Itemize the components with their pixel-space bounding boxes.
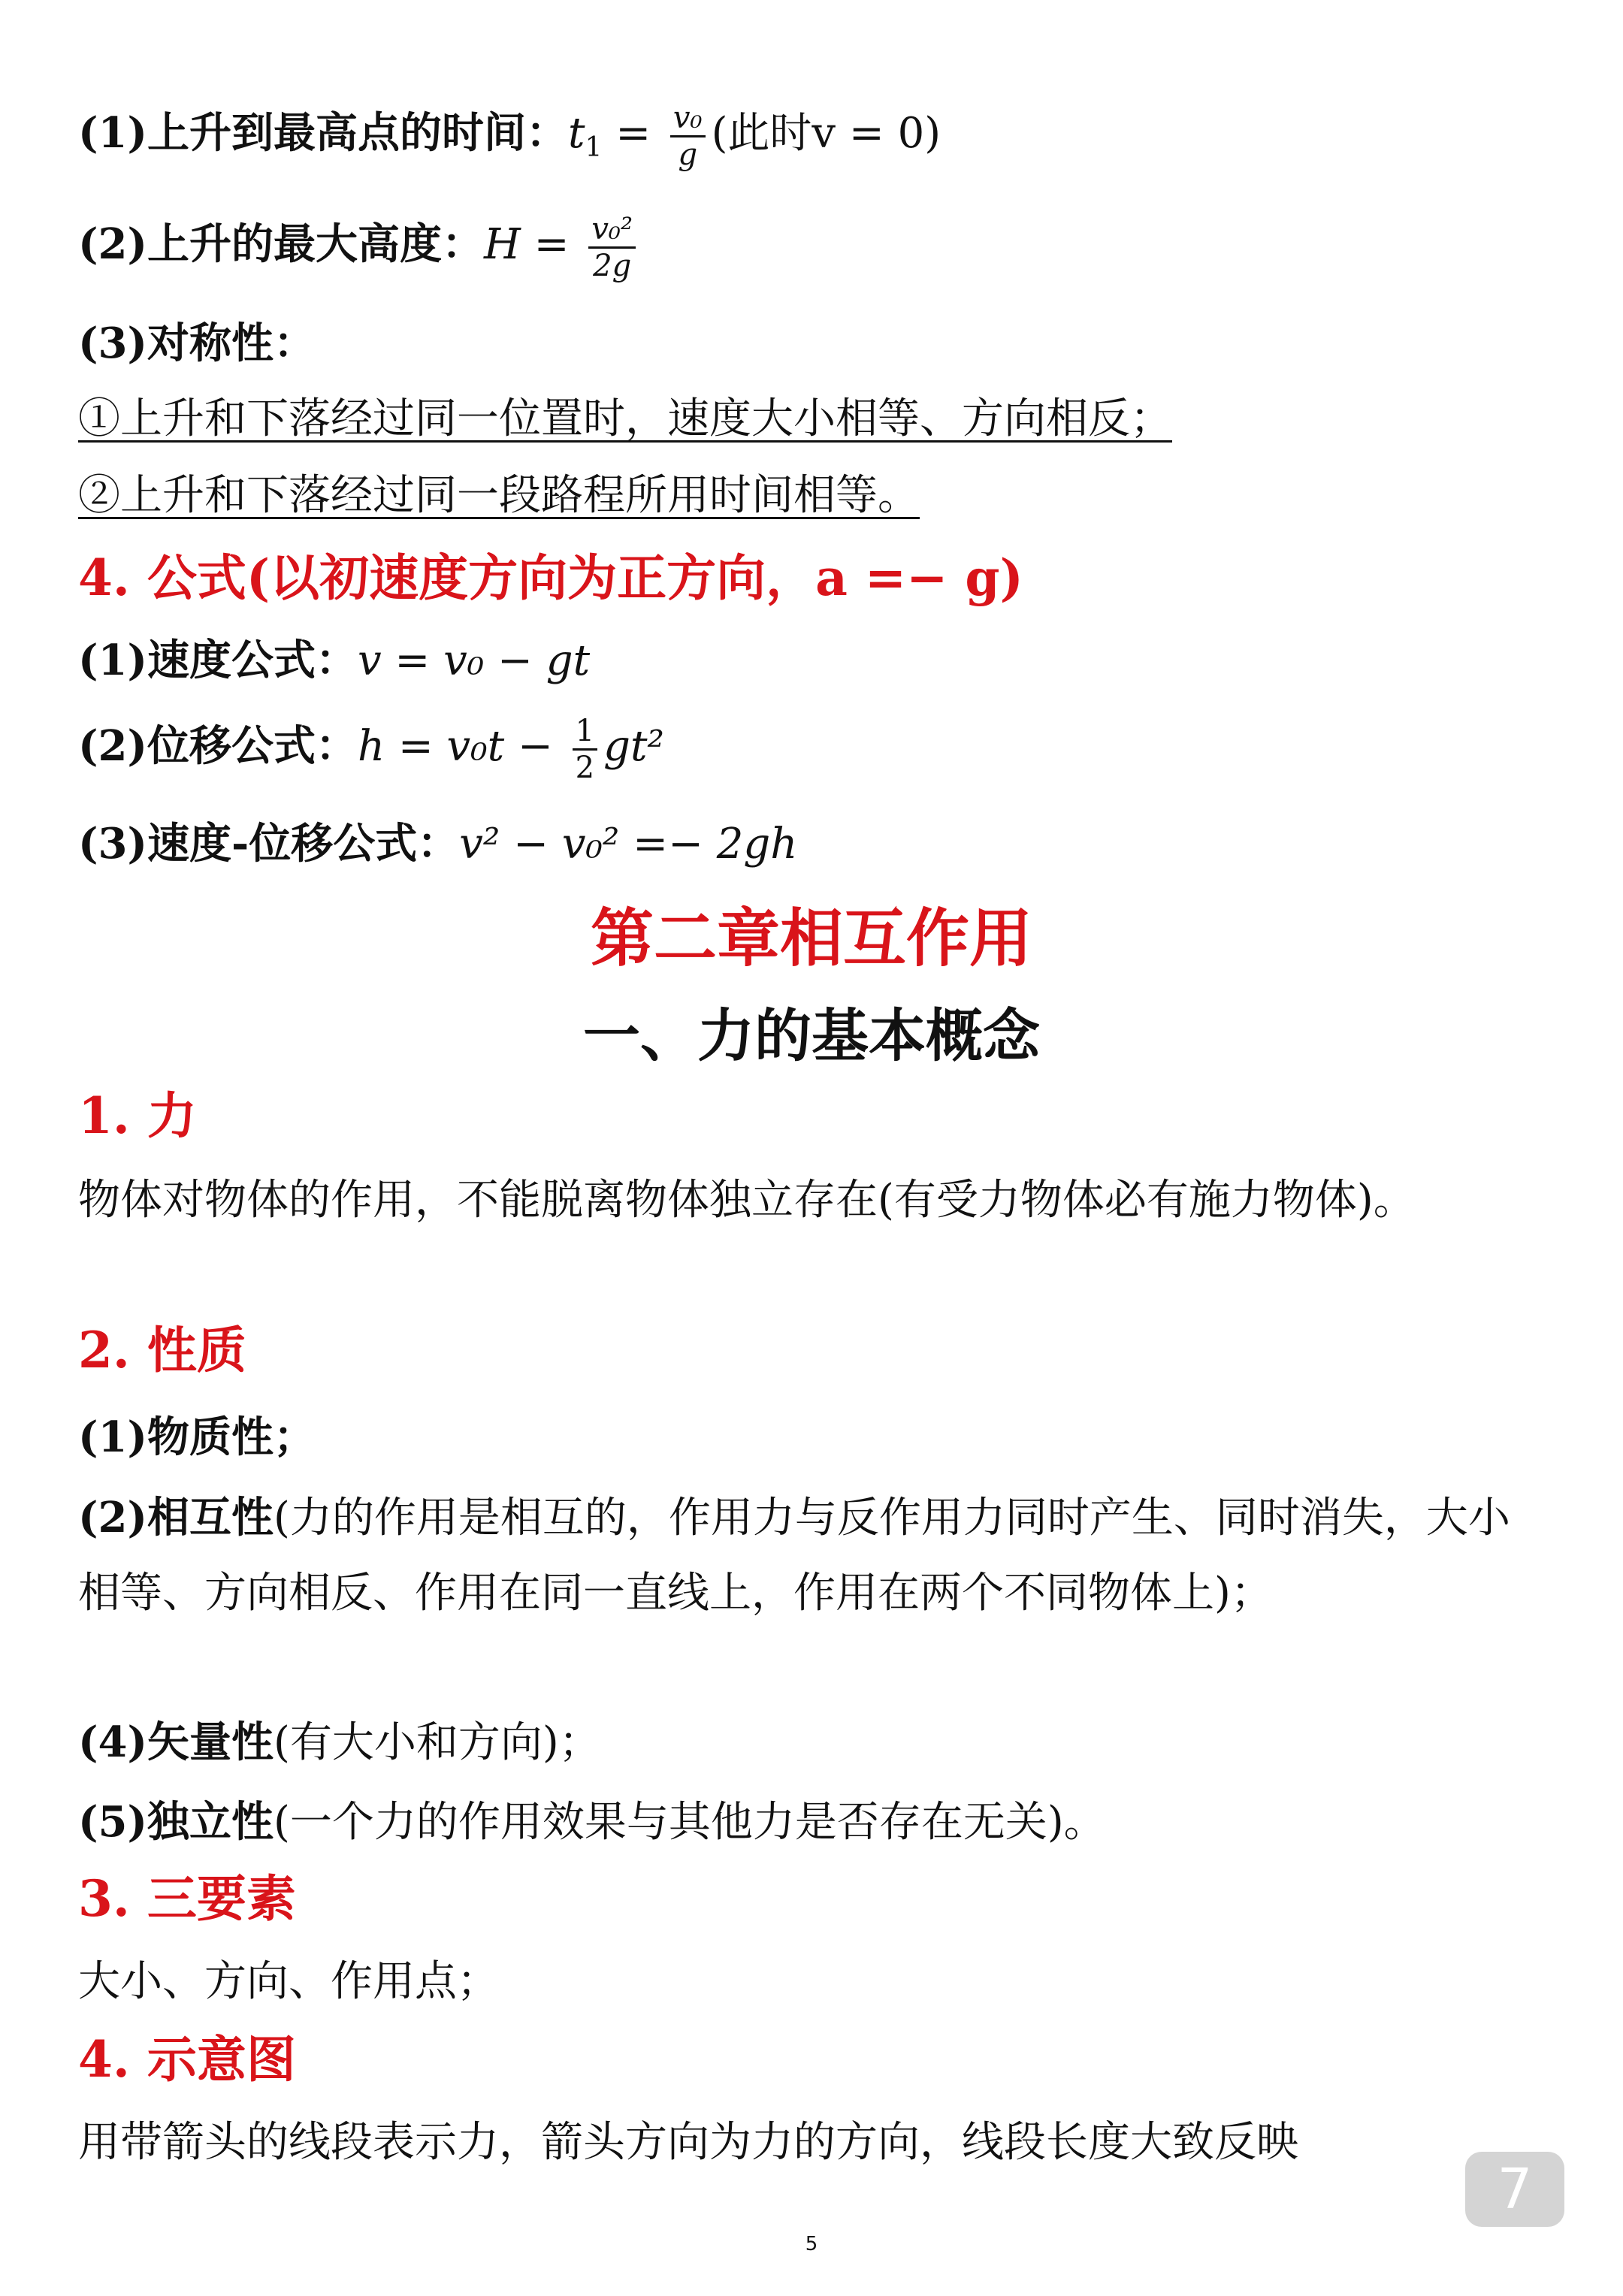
label: (4)矢量性 — [78, 1717, 274, 1767]
note: (此时v = 0) — [711, 109, 941, 158]
formula-section-heading: 4. 公式(以初速度方向为正方向，a =− g) — [78, 548, 1023, 607]
math: v = v₀ − gt — [357, 636, 591, 685]
page-badge: 7 — [1465, 2152, 1564, 2227]
description: (有大小和方向)； — [273, 1718, 601, 1767]
displacement-formula — [78, 714, 1545, 785]
math: = — [602, 109, 664, 158]
fraction — [573, 714, 597, 785]
formula-line-time — [78, 101, 1545, 172]
math: H = — [483, 220, 583, 269]
underlined-text: ①上升和下落经过同一位置时，速度大小相等、方向相反； — [78, 394, 1172, 443]
chapter-title: 第二章相互作用 — [590, 902, 1032, 975]
subscript: 1 — [585, 132, 603, 164]
math: v² − v₀² =− 2gh — [459, 820, 798, 869]
subsection-title-properties: 2. 性质 — [78, 1321, 246, 1379]
math: h = v₀t − — [357, 722, 567, 771]
math: gt² — [603, 722, 664, 771]
label: (2)位移公式： — [78, 721, 358, 771]
label: (1)上升到最高点的时间： — [78, 108, 568, 158]
denominator: g — [678, 137, 698, 172]
force-definition: 物体对物体的作用，不能脱离物体独立存在(有受力物体必有施力物体)。 — [78, 1176, 1416, 1225]
underlined-text: ②上升和下落经过同一段路程所用时间相等。 — [78, 471, 920, 520]
symmetry-point-1 — [78, 394, 1545, 444]
property-vector — [78, 1717, 1545, 1768]
label: (3)速度-位移公式： — [78, 819, 460, 869]
page-number: 5 — [805, 2233, 818, 2255]
three-elements-text: 大小、方向、作用点； — [78, 1957, 499, 2006]
property-mutual — [78, 1480, 1545, 1631]
subsection-title-force: 1. 力 — [78, 1086, 197, 1145]
property-material: (1)物质性； — [78, 1412, 316, 1462]
label: (2)上升的最大高度： — [78, 219, 484, 269]
diagram-text: 用带箭头的线段表示力，箭头方向为力的方向，线段长度大致反映 — [78, 2118, 1298, 2167]
symmetry-heading: (3)对称性： — [78, 319, 316, 368]
description: (力的作用是相互的，作用力与反作用力同时产生、同时消失，大小相等、方向相反、作用在同一直线上，作用在两个不同物体上)； — [78, 1494, 1510, 1618]
math: t — [567, 109, 585, 158]
property-independence — [78, 1797, 1545, 1847]
subsection-title-diagram: 4. 示意图 — [78, 2030, 296, 2089]
denominator: 2g — [593, 249, 632, 283]
fraction — [588, 212, 636, 283]
description: (一个力的作用效果与其他力是否存在无关)。 — [273, 1798, 1106, 1847]
numerator: v₀² — [588, 212, 636, 249]
label: (5)独立性 — [78, 1797, 274, 1847]
subsection-title-three-elements: 3. 三要素 — [78, 1869, 296, 1928]
formula-line-height — [78, 212, 1545, 283]
numerator: v₀ — [670, 101, 706, 137]
section-title: 一、力的基本概念 — [583, 1002, 1040, 1069]
denominator: 2 — [575, 751, 595, 785]
fraction — [670, 101, 706, 172]
label: (1)速度公式： — [78, 636, 358, 685]
velocity-formula — [78, 636, 1545, 686]
symmetry-point-2 — [78, 470, 1545, 521]
velocity-displacement-formula — [78, 819, 1545, 869]
label: (2)相互性 — [78, 1493, 274, 1542]
numerator: 1 — [573, 714, 597, 751]
